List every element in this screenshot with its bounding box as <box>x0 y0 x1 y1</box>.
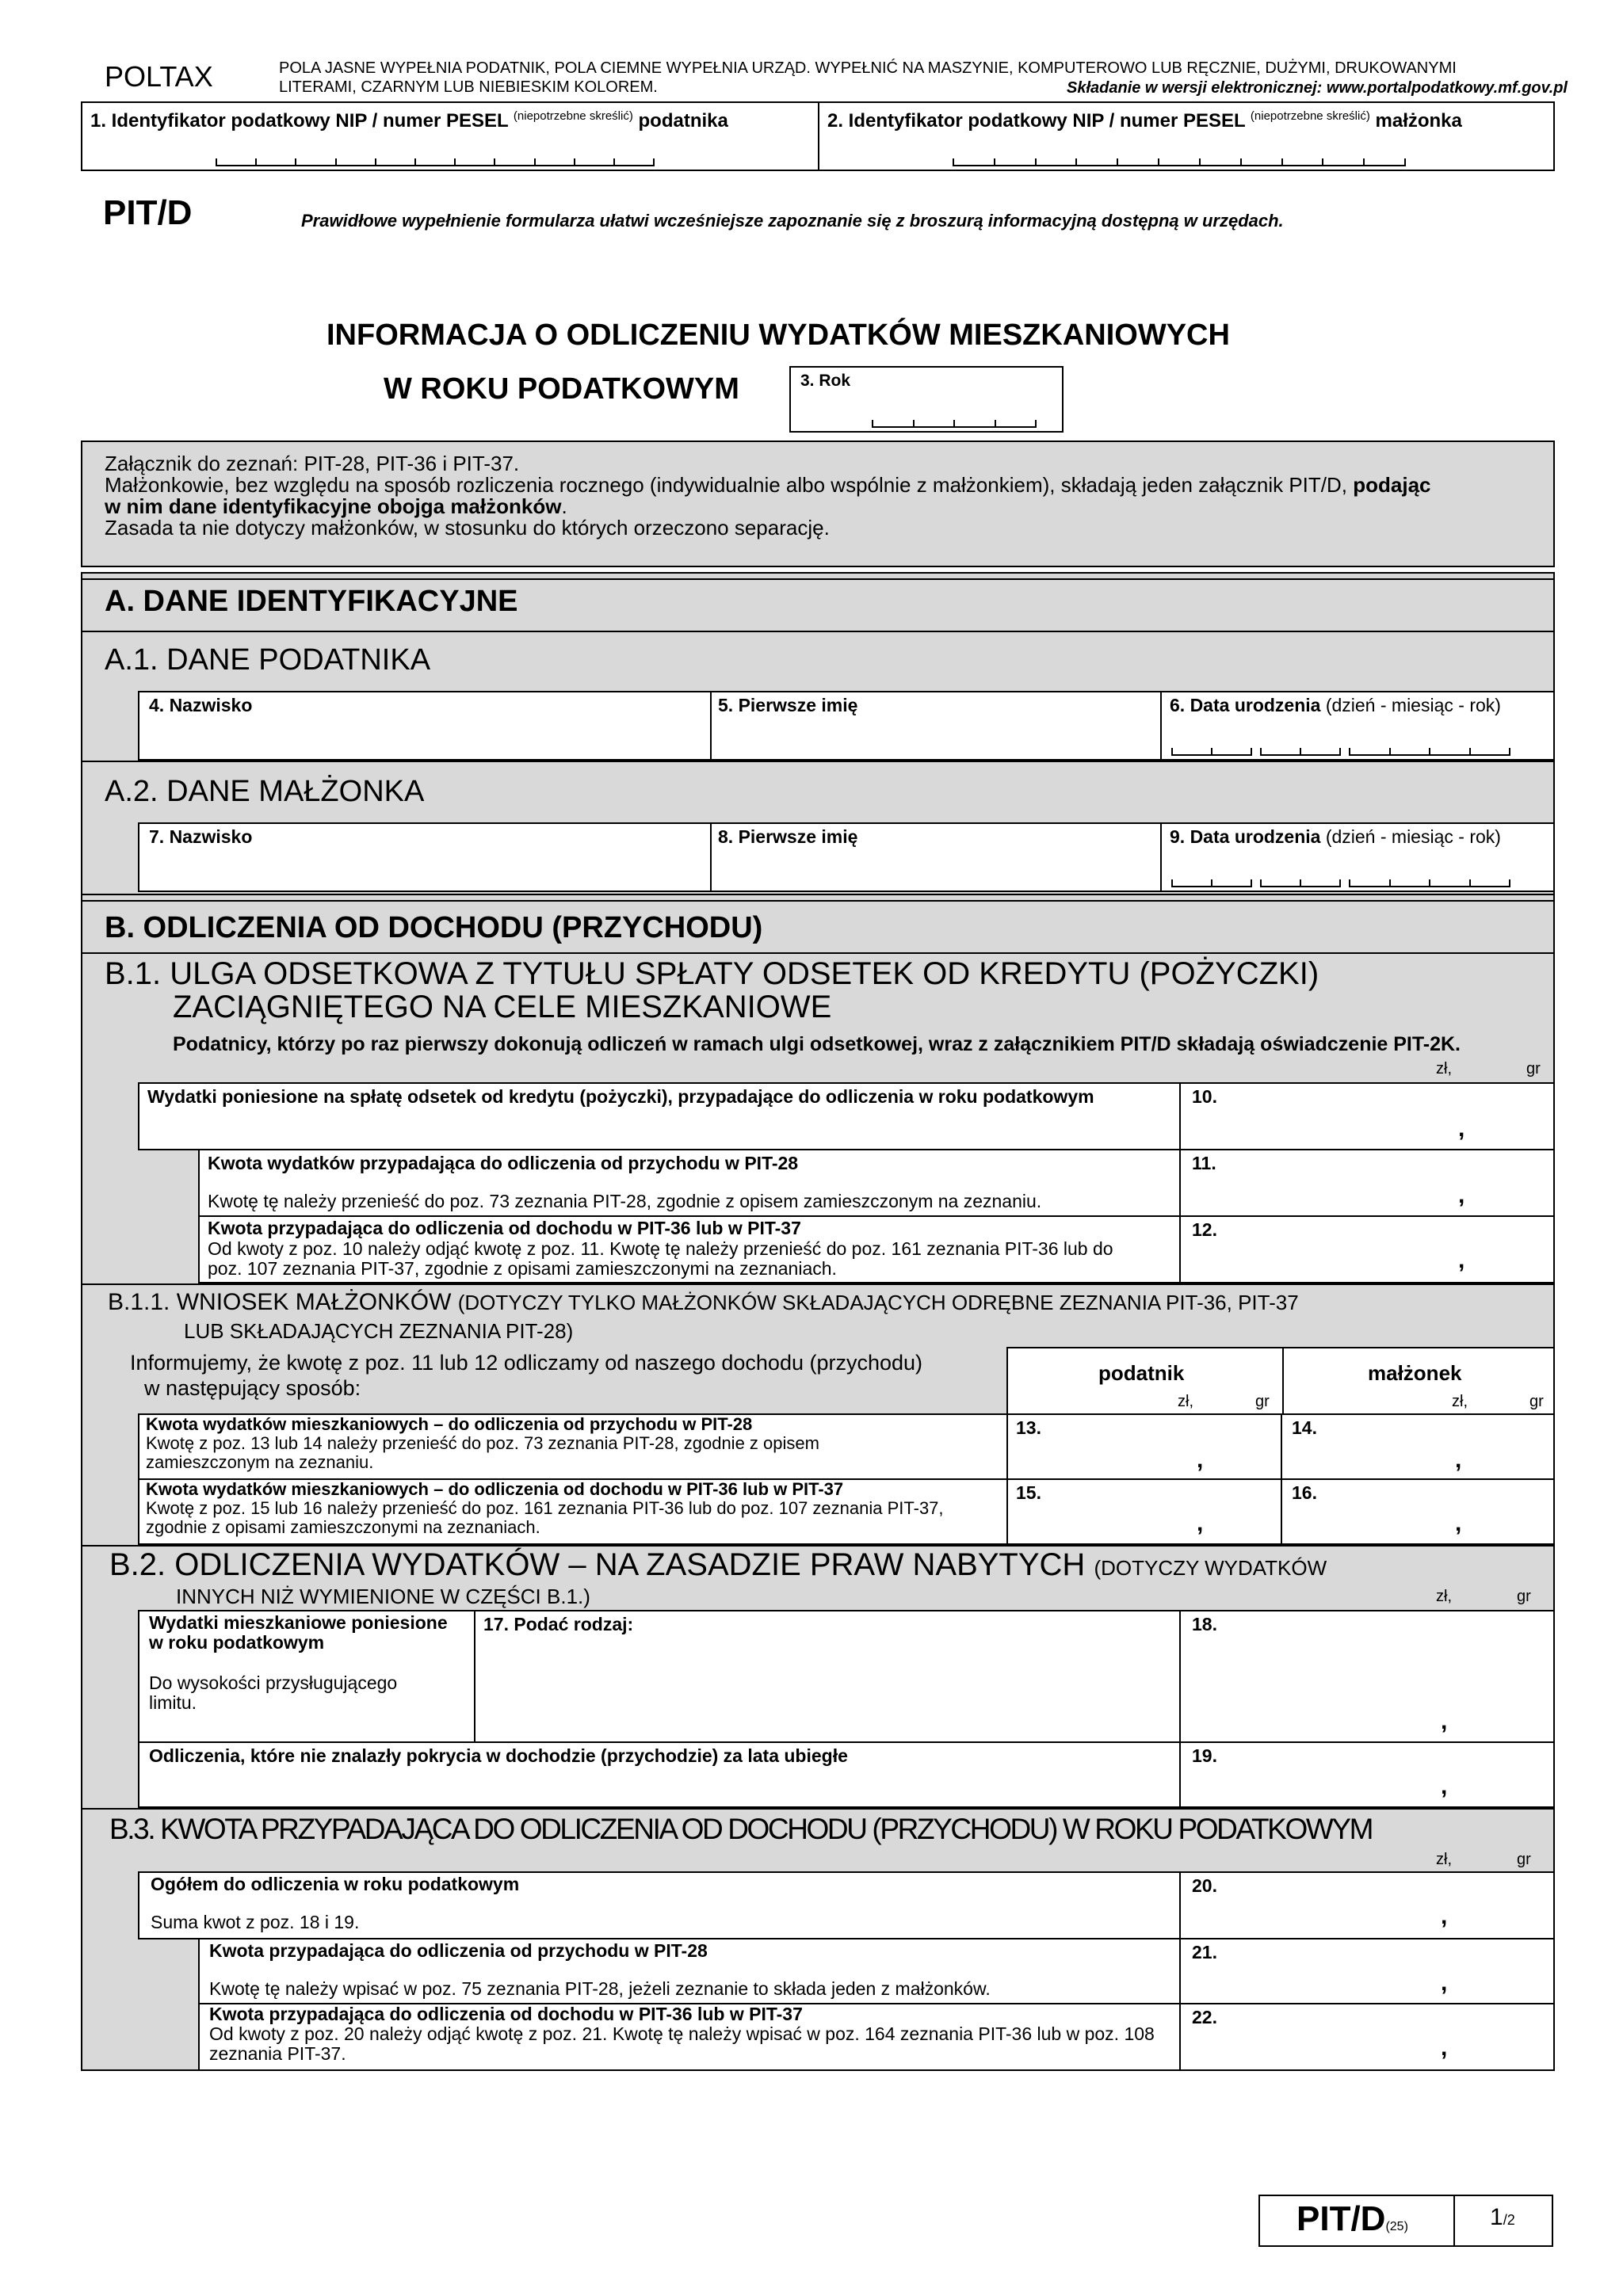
malzonek-gr-label: gr <box>1529 1393 1544 1410</box>
row-19-comma: , <box>1441 1773 1448 1799</box>
row-13-amount-input[interactable] <box>1010 1436 1277 1477</box>
row-14-number: 14. <box>1292 1417 1317 1438</box>
row-20-amount-input[interactable] <box>1181 1895 1550 1936</box>
row-11-label: Kwota wydatków przypadająca do odliczenia od przychodu w PIT-28 <box>208 1153 799 1173</box>
row-18-amount-input[interactable] <box>1181 1635 1550 1740</box>
row-15-comma: , <box>1197 1510 1204 1536</box>
section-b11-title-line1: B.1.1. WNIOSEK MAŁŻONKÓW (DOTYCZY TYLKO MAŁŻONKÓW SKŁADAJĄCYCH ODRĘBNE ZEZNANIA PIT-36, PIT-37 <box>108 1289 1299 1315</box>
row-10-number: 10. <box>1192 1086 1217 1107</box>
spouse-birth-date-label: 9. Data urodzenia (dzień - miesiąc - rok) <box>1170 826 1501 847</box>
row-19-number: 19. <box>1192 1745 1217 1766</box>
spouse-surname-input[interactable] <box>143 849 705 889</box>
form-hint: Prawidłowe wypełnienie formularza ułatwi wcześniejsze zapoznanie się z broszurą informacyjną dostępną w urzędach. <box>301 211 1284 231</box>
row-15-label: Kwota wydatków mieszkaniowych – do odliczenia od dochodu w PIT-36 lub w PIT-37 <box>146 1479 844 1499</box>
b2-zl-label: zł, <box>1436 1588 1452 1605</box>
b2-gr-label: gr <box>1517 1588 1531 1605</box>
year-input[interactable] <box>872 420 1037 428</box>
poltax-label: POLTAX <box>105 60 213 93</box>
podatnik-zl-label: zł, <box>1178 1393 1193 1410</box>
b11-info-line2: w następujący sposób: <box>144 1376 361 1400</box>
podatnik-gr-label: gr <box>1255 1393 1270 1410</box>
b1-gr-label: gr <box>1526 1060 1541 1077</box>
row-17-left-line4: limitu. <box>149 1692 197 1713</box>
row-18-number: 18. <box>1192 1614 1217 1634</box>
row-17-left-line3: Do wysokości przysługującego <box>149 1672 398 1693</box>
row-15-number: 15. <box>1016 1482 1041 1503</box>
section-b1-title-line1: B.1. ULGA ODSETKOWA Z TYTUŁU SPŁATY ODSETEK OD KREDYTU (POŻYCZKI) <box>105 956 1319 991</box>
row-22-label: Kwota przypadająca do odliczenia od dochodu w PIT-36 lub w PIT-37 <box>209 2004 803 2024</box>
section-b11-title <box>108 1288 1299 1345</box>
row-11-desc: Kwotę tę należy przenieść do poz. 73 zeznania PIT-28, zgodnie z opisem zamieszczonym na zeznaniu. <box>208 1191 1042 1211</box>
form-title-line1: INFORMACJA O ODLICZENIU WYDATKÓW MIESZKANIOWYCH <box>327 318 1230 352</box>
spouse-surname-label: 7. Nazwisko <box>149 826 253 847</box>
b1-note: Podatnicy, którzy po raz pierwszy dokonują odliczeń w ramach ulgi odsetkowej, wraz z załącznikiem PIT/D składają oświadczenie PIT-2K. <box>173 1033 1461 1055</box>
first-name-input[interactable] <box>713 718 1157 757</box>
form-code: PIT/D <box>103 193 193 232</box>
row-21-comma: , <box>1441 1970 1448 1996</box>
b3-zl-label: zł, <box>1436 1851 1452 1868</box>
row-21-amount-input[interactable] <box>1181 1962 1550 2001</box>
surname-input[interactable] <box>143 718 705 757</box>
row-12-number: 12. <box>1192 1219 1217 1240</box>
row-11-comma: , <box>1458 1182 1465 1208</box>
form-title-line2: W ROKU PODATKOWYM <box>384 372 739 406</box>
b11-columns-header <box>1006 1347 1555 1415</box>
row-19-amount-input[interactable] <box>1181 1765 1550 1805</box>
section-a2-title: A.2. DANE MAŁŻONKA <box>105 775 425 808</box>
row-22-comma: , <box>1441 2035 1448 2061</box>
row-22-desc-line2: zeznania PIT-37. <box>209 2043 346 2064</box>
section-a-title: A. DANE IDENTYFIKACYJNE <box>105 585 518 618</box>
spouse-birth-date-year[interactable] <box>1349 879 1510 887</box>
row-11-amount-input[interactable] <box>1181 1173 1550 1214</box>
section-b2-title <box>109 1548 1327 1608</box>
row-17-left-line2: w roku podatkowym <box>149 1632 325 1653</box>
section-b2-title-line1: B.2. ODLICZENIA WYDATKÓW – NA ZASADZIE PRAW NABYTYCH (DOTYCZY WYDATKÓW <box>109 1547 1327 1582</box>
intro-line1: Załącznik do zeznań: PIT-28, PIT-36 i PIT-37. <box>105 452 520 475</box>
birth-date-month[interactable] <box>1260 748 1341 756</box>
row-13-desc-line1: Kwotę z poz. 13 lub 14 należy przenieść do poz. 73 zeznania PIT-28, zgodnie z opisem <box>146 1433 819 1453</box>
row-17-type-input[interactable] <box>477 1635 1174 1740</box>
footer-page-number: 1/2 <box>1490 2204 1515 2230</box>
electronic-filing-note: Składanie w wersji elektronicznej: www.portalpodatkowy.mf.gov.pl <box>1067 79 1568 97</box>
row-11-number: 11. <box>1192 1153 1216 1173</box>
row-15-desc-line1: Kwotę z poz. 15 lub 16 należy przenieść do poz. 161 zeznania PIT-36 lub do poz. 107 zeznania PIT-37, <box>146 1498 944 1518</box>
spouse-id-label: 2. Identyfikator podatkowy NIP / numer PESEL $^{(niepotrzebne skreślić)}$ małżonka <box>827 109 1462 132</box>
b1-zl-label: zł, <box>1436 1060 1452 1077</box>
row-10-amount-input[interactable] <box>1181 1106 1550 1147</box>
intro-line3: w nim dane identyfikacyjne obojga małżonków. <box>105 494 567 518</box>
spouse-id-input[interactable] <box>953 158 1406 166</box>
row-12-comma: , <box>1458 1247 1465 1273</box>
intro-line2: Małżonkowie, bez względu na sposób rozliczenia rocznego (indywidualnie albo wspólnie z małżonkiem), składają jeden załącznik PIT/D, podając <box>105 473 1431 497</box>
row-17-left-text <box>149 1613 448 1713</box>
section-b11-title-line2: LUB SKŁADAJĄCYCH ZEZNANIA PIT-28) <box>184 1319 574 1343</box>
row-21-number: 21. <box>1192 1942 1217 1962</box>
row-19-label: Odliczenia, które nie znalazły pokrycia w dochodzie (przychodzie) za lata ubiegłe <box>149 1745 848 1766</box>
row-10-comma: , <box>1458 1116 1465 1142</box>
row-13-text <box>146 1415 819 1472</box>
year-label: 3. Rok <box>800 372 851 390</box>
taxpayer-id-label: 1. Identyfikator podatkowy NIP / numer PESEL $^{(niepotrzebne skreślić)}$ podatnika <box>90 109 728 132</box>
row-14-comma: , <box>1455 1447 1462 1473</box>
b11-info <box>130 1350 922 1401</box>
surname-label: 4. Nazwisko <box>149 695 253 715</box>
b3-gr-label: gr <box>1517 1851 1531 1868</box>
row-20-desc: Suma kwot z poz. 18 i 19. <box>151 1912 360 1932</box>
row-20-number: 20. <box>1192 1875 1217 1896</box>
intro-text <box>105 453 1531 539</box>
row-20-comma: , <box>1441 1903 1448 1929</box>
row-12-label: Kwota przypadająca do odliczenia od dochodu w PIT-36 lub w PIT-37 <box>208 1218 801 1238</box>
row-13-number: 13. <box>1016 1417 1041 1438</box>
row-22-number: 22. <box>1192 2007 1217 2027</box>
spouse-birth-date-month[interactable] <box>1260 879 1341 887</box>
birth-date-label: 6. Data urodzenia (dzień - miesiąc - rok) <box>1170 695 1501 715</box>
section-a1-title: A.1. DANE PODATNIKA <box>105 643 431 677</box>
section-b3-title: B.3. KWOTA PRZYPADAJĄCA DO ODLICZENIA OD DOCHODU (PRZYCHODU) W ROKU PODATKOWYM <box>109 1813 1373 1845</box>
b11-info-line1: Informujemy, że kwotę z poz. 11 lub 12 odliczamy od naszego dochodu (przychodu) <box>130 1351 923 1375</box>
row-16-comma: , <box>1455 1510 1462 1536</box>
row-10-label: Wydatki poniesione na spłatę odsetek od kredytu (pożyczki), przypadające do odliczenia w roku podatkowym <box>147 1086 1094 1107</box>
row-20-label: Ogółem do odliczenia w roku podatkowym <box>151 1874 520 1894</box>
row-16-amount-input[interactable] <box>1284 1501 1550 1542</box>
section-b-title: B. ODLICZENIA OD DOCHODU (PRZYCHODU) <box>105 911 763 944</box>
row-15-amount-input[interactable] <box>1010 1501 1277 1542</box>
spouse-first-name-input[interactable] <box>713 849 1157 889</box>
row-21-desc: Kwotę tę należy wpisać w poz. 75 zeznania PIT-28, jeżeli zeznanie to składa jeden z małżonków. <box>209 1978 991 1999</box>
spouse-first-name-label: 8. Pierwsze imię <box>718 826 858 847</box>
footer-form-code: PIT/D(25) <box>1296 2199 1408 2238</box>
section-b2-title-line2: INNYCH NIŻ WYMIENIONE W CZĘŚCI B.1.) <box>176 1585 590 1608</box>
malzonek-zl-label: zł, <box>1452 1393 1468 1410</box>
spouse-birth-date-day[interactable] <box>1171 879 1252 887</box>
row-13-desc-line2: zamieszczonym na zeznaniu. <box>146 1452 374 1472</box>
row-15-desc-line2: zgodnie z opisami zamieszczonymi na zeznaniach. <box>146 1517 540 1537</box>
row-22-text <box>209 2004 1155 2064</box>
row-16-number: 16. <box>1292 1482 1317 1503</box>
birth-date-year[interactable] <box>1349 748 1510 756</box>
row-18-comma: , <box>1441 1708 1448 1734</box>
intro-line4: Zasada ta nie dotyczy małżonków, w stosunku do których orzeczono separację. <box>105 516 830 540</box>
row-22-amount-input[interactable] <box>1181 2027 1550 2068</box>
first-name-label: 5. Pierwsze imię <box>718 695 858 715</box>
row-13-comma: , <box>1197 1447 1204 1473</box>
birth-date-day[interactable] <box>1171 748 1252 756</box>
row-14-amount-input[interactable] <box>1284 1436 1550 1477</box>
column-podatnik: podatnik <box>1098 1361 1185 1385</box>
row-13-label: Kwota wydatków mieszkaniowych – do odliczenia od przychodu w PIT-28 <box>146 1414 753 1434</box>
row-21-label: Kwota przypadająca do odliczenia od przychodu w PIT-28 <box>209 1940 708 1961</box>
row-17-left-line1: Wydatki mieszkaniowe poniesione <box>149 1612 448 1633</box>
row-22-desc-line1: Od kwoty z poz. 20 należy odjąć kwotę z poz. 21. Kwotę tę należy wpisać w poz. 164 zeznania PIT-36 lub w poz. 108 <box>209 2023 1155 2044</box>
row-12-desc-line1: Od kwoty z poz. 10 należy odjąć kwotę z poz. 11. Kwotę tę należy przenieść do poz. 161 zeznania PIT-36 lub do <box>208 1238 1113 1259</box>
fill-instruction-line2: LITERAMI, CZARNYM LUB NIEBIESKIM KOLOREM. <box>279 78 658 96</box>
section-b1-title-line2: ZACIĄGNIĘTEGO NA CELE MIESZKANIOWE <box>173 990 832 1024</box>
row-17-label: 17. Podać rodzaj: <box>483 1614 634 1634</box>
row-12-desc-line2: poz. 107 zeznania PIT-37, zgodnie z opisami zamieszczonymi na zeznaniach. <box>208 1258 837 1279</box>
row-12-amount-input[interactable] <box>1181 1239 1550 1280</box>
column-malzonek: małżonek <box>1368 1361 1462 1385</box>
section-b1-title <box>105 957 1319 1024</box>
row-12-desc <box>208 1239 1113 1279</box>
taxpayer-id-input[interactable] <box>216 158 655 166</box>
row-15-text <box>146 1480 944 1537</box>
fill-instruction-line1: POLA JASNE WYPEŁNIA PODATNIK, POLA CIEMNE WYPEŁNIA URZĄD. WYPEŁNIĆ NA MASZYNIE, KOMPUTEROWO LUB RĘCZNIE, DUŻYMI, DRUKOWANYMI <box>279 59 1457 77</box>
